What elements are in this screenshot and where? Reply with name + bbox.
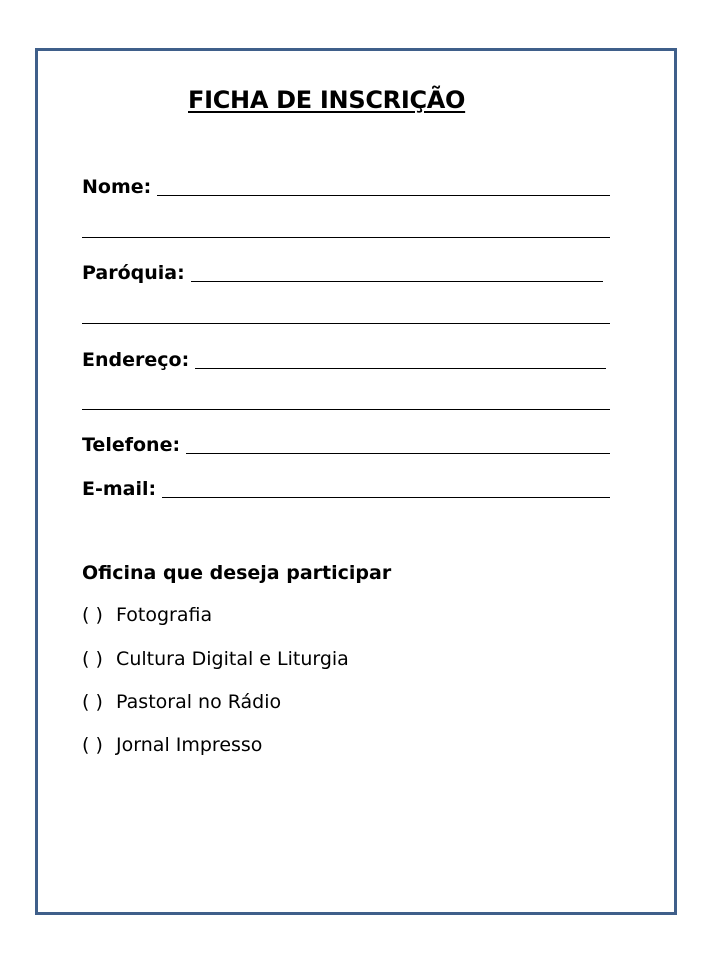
parish-continuation-line[interactable] [82,323,610,324]
option-label: Fotografia [116,604,213,626]
option-checkbox[interactable]: ( ) [82,604,103,626]
option-jornal-impresso[interactable] [82,734,262,756]
option-pastoral-radio[interactable] [82,691,281,713]
option-checkbox[interactable]: ( ) [82,691,103,713]
parish-field[interactable] [82,258,603,284]
phone-input-line[interactable] [186,453,610,454]
email-input-line[interactable] [162,497,610,498]
address-field[interactable] [82,345,606,371]
option-checkbox[interactable]: ( ) [82,734,103,756]
address-label: Endereço: [82,349,190,371]
option-label: Jornal Impresso [116,734,263,756]
workshop-heading: Oficina que deseja participar [82,562,392,584]
parish-input-line[interactable] [191,281,603,282]
form-title: FICHA DE INSCRIÇÃO [188,86,466,114]
email-field[interactable] [82,474,610,500]
option-cultura-digital[interactable] [82,648,349,670]
name-input-line[interactable] [157,195,610,196]
address-input-line[interactable] [195,368,606,369]
name-label: Nome: [82,176,152,198]
parish-label: Paróquia: [82,262,185,284]
name-continuation-line[interactable] [82,237,610,238]
phone-label: Telefone: [82,434,181,456]
name-field[interactable] [82,172,610,198]
option-checkbox[interactable]: ( ) [82,648,103,670]
option-label: Pastoral no Rádio [116,691,282,713]
option-label: Cultura Digital e Liturgia [116,648,349,670]
email-label: E-mail: [82,478,157,500]
address-continuation-line[interactable] [82,409,610,410]
phone-field[interactable] [82,430,610,456]
option-fotografia[interactable] [82,604,212,626]
